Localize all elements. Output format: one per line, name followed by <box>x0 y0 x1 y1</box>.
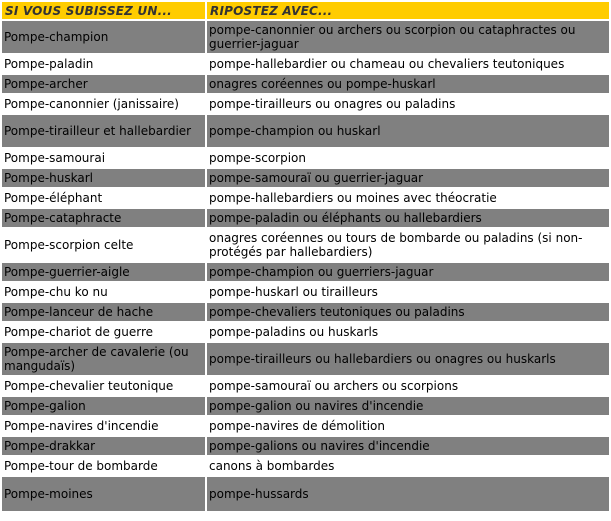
unit-cell: Pompe-champion <box>2 21 205 53</box>
header-unit: SI VOUS SUBISSEZ UN... <box>2 2 205 19</box>
counter-cell: pompe-hussards <box>207 477 609 511</box>
counter-cell: pompe-chevaliers teutoniques ou paladins <box>207 303 609 321</box>
counter-cell: pompe-champion ou huskarl <box>207 115 609 147</box>
unit-cell: Pompe-chariot de guerre <box>2 323 205 341</box>
unit-cell: Pompe-archer <box>2 75 205 93</box>
table-row <box>2 209 609 227</box>
table-row <box>2 95 609 113</box>
unit-cell: Pompe-lanceur de hache <box>2 303 205 321</box>
counter-cell: onagres coréennes ou tours de bombarde ou paladins (si non-protégés par hallebardiers) <box>207 229 609 261</box>
unit-cell: Pompe-huskarl <box>2 169 205 187</box>
table-row <box>2 189 609 207</box>
counter-cell: pompe-canonnier ou archers ou scorpion ou cataphractes ou guerrier-jaguar <box>207 21 609 53</box>
unit-cell: Pompe-chu ko nu <box>2 283 205 301</box>
counter-cell: pompe-samouraï ou archers ou scorpions <box>207 377 609 395</box>
table-row <box>2 115 609 147</box>
header-counter: RIPOSTEZ AVEC... <box>207 2 609 19</box>
table-row <box>2 169 609 187</box>
unit-cell: Pompe-archer de cavalerie (ou mangudaïs) <box>2 343 205 375</box>
table-row <box>2 477 609 511</box>
unit-cell: Pompe-tour de bombarde <box>2 457 205 475</box>
table-row <box>2 437 609 455</box>
table-row <box>2 283 609 301</box>
table-row <box>2 417 609 435</box>
unit-cell: Pompe-moines <box>2 477 205 511</box>
counter-cell: pompe-tirailleurs ou hallebardiers ou onagres ou huskarls <box>207 343 609 375</box>
table-row <box>2 377 609 395</box>
unit-cell: Pompe-scorpion celte <box>2 229 205 261</box>
table-row <box>2 397 609 415</box>
table-row <box>2 229 609 261</box>
unit-cell: Pompe-chevalier teutonique <box>2 377 205 395</box>
table-row <box>2 457 609 475</box>
counter-cell: pompe-huskarl ou tirailleurs <box>207 283 609 301</box>
table-row <box>2 303 609 321</box>
table-row <box>2 21 609 53</box>
unit-cell: Pompe-navires d'incendie <box>2 417 205 435</box>
counter-cell: pompe-hallebardiers ou moines avec théocratie <box>207 189 609 207</box>
table-row <box>2 149 609 167</box>
unit-cell: Pompe-tirailleur et hallebardier <box>2 115 205 147</box>
counter-cell: pompe-samouraï ou guerrier-jaguar <box>207 169 609 187</box>
counter-cell: pompe-paladin ou éléphants ou hallebardiers <box>207 209 609 227</box>
unit-cell: Pompe-guerrier-aigle <box>2 263 205 281</box>
table-row <box>2 75 609 93</box>
table-row <box>2 343 609 375</box>
unit-cell: Pompe-drakkar <box>2 437 205 455</box>
counter-cell: pompe-galion ou navires d'incendie <box>207 397 609 415</box>
unit-cell: Pompe-paladin <box>2 55 205 73</box>
counter-cell: pompe-hallebardier ou chameau ou chevaliers teutoniques <box>207 55 609 73</box>
unit-cell: Pompe-canonnier (janissaire) <box>2 95 205 113</box>
counter-cell: pompe-navires de démolition <box>207 417 609 435</box>
counter-cell: pompe-tirailleurs ou onagres ou paladins <box>207 95 609 113</box>
counter-cell: pompe-scorpion <box>207 149 609 167</box>
counter-cell: pompe-galions ou navires d'incendie <box>207 437 609 455</box>
counter-cell: pompe-champion ou guerriers-jaguar <box>207 263 609 281</box>
header-row <box>2 2 609 19</box>
table-row <box>2 263 609 281</box>
counter-cell: onagres coréennes ou pompe-huskarl <box>207 75 609 93</box>
unit-cell: Pompe-samourai <box>2 149 205 167</box>
unit-cell: Pompe-cataphracte <box>2 209 205 227</box>
table-row <box>2 55 609 73</box>
table-row <box>2 323 609 341</box>
unit-cell: Pompe-éléphant <box>2 189 205 207</box>
counter-cell: canons à bombardes <box>207 457 609 475</box>
counter-cell: pompe-paladins ou huskarls <box>207 323 609 341</box>
unit-cell: Pompe-galion <box>2 397 205 415</box>
